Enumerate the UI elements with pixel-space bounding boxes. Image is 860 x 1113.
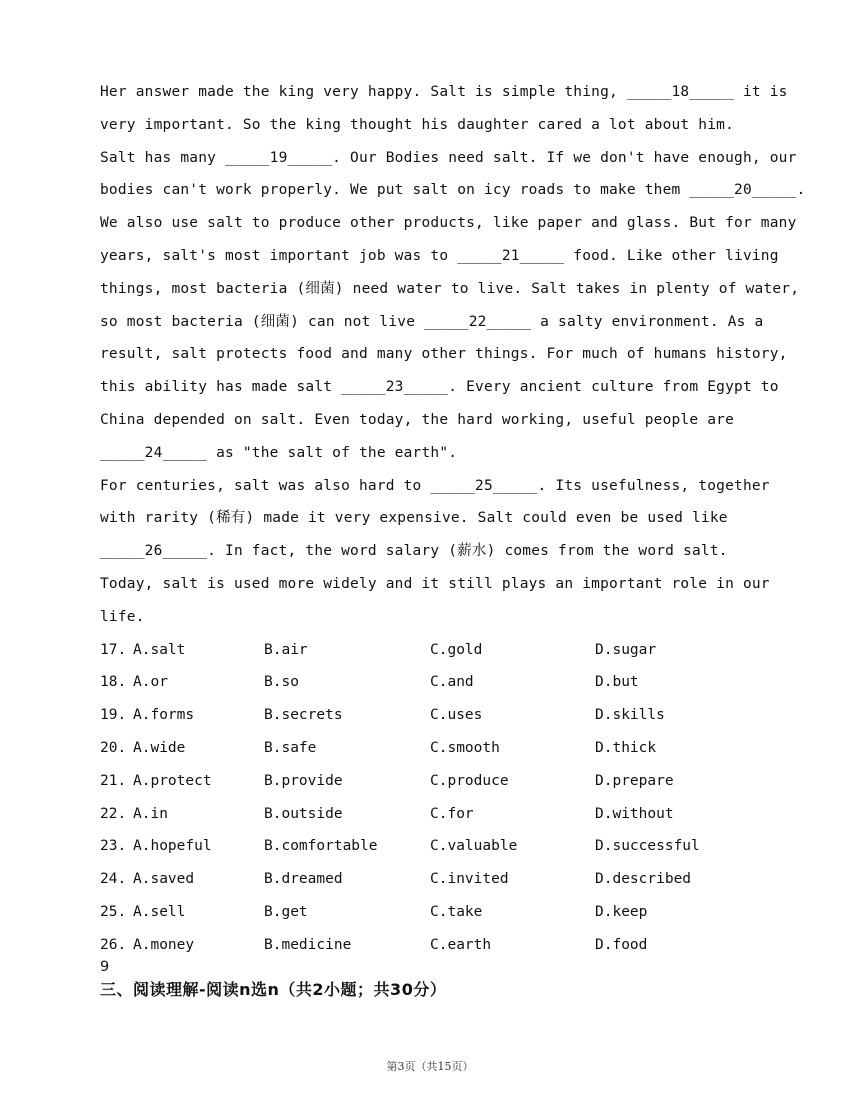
option-d: D.prepare <box>595 772 674 789</box>
question-number: 19. <box>100 707 127 724</box>
option-b: B.so <box>264 674 299 691</box>
passage-line: years, salt's most important job was to _____21_____ food. Like other living <box>100 247 779 264</box>
option-c: C.earth <box>430 936 492 953</box>
option-c: C.valuable <box>430 838 518 855</box>
question-options <box>100 634 780 962</box>
question-number: 22. <box>100 805 127 822</box>
option-b: B.medicine <box>264 936 352 953</box>
question-row <box>100 798 780 831</box>
question-number: 18. <box>100 674 127 691</box>
option-c: C.for <box>430 805 474 822</box>
page-footer: 第3页（共15页） <box>386 1060 474 1073</box>
option-d: D.but <box>595 674 639 691</box>
stray-number: 9 <box>100 959 110 975</box>
option-d: D.successful <box>595 838 700 855</box>
question-number: 20. <box>100 739 127 756</box>
option-d: D.described <box>595 871 692 888</box>
question-number: 21. <box>100 772 127 789</box>
passage-line: We also use salt to produce other products, like paper and glass. But for many <box>100 215 797 232</box>
option-b: B.secrets <box>264 707 343 724</box>
option-b: B.dreamed <box>264 871 343 888</box>
option-b: B.provide <box>264 772 343 789</box>
question-number: 25. <box>100 903 127 920</box>
question-row <box>100 765 780 798</box>
option-a: A.in <box>133 805 168 822</box>
option-a: A.hopeful <box>133 838 212 855</box>
option-a: A.forms <box>133 707 195 724</box>
passage-line: _____26_____. In fact, the word salary (薪水) comes from the word salt. <box>100 543 728 560</box>
option-d: D.without <box>595 805 674 822</box>
option-a: A.sell <box>133 903 186 920</box>
option-c: C.take <box>430 903 483 920</box>
option-c: C.uses <box>430 707 483 724</box>
passage-line: Salt has many _____19_____. Our Bodies need salt. If we don't have enough, our <box>100 149 797 166</box>
option-c: C.produce <box>430 772 509 789</box>
document-page <box>100 76 806 962</box>
passage-line: so most bacteria (细菌) can not live _____22_____ a salty environment. As a <box>100 313 764 330</box>
option-b: B.get <box>264 903 308 920</box>
option-d: D.food <box>595 936 648 953</box>
question-number: 17. <box>100 641 127 658</box>
passage-line: China depended on salt. Even today, the hard working, useful people are <box>100 411 735 428</box>
option-b: B.outside <box>264 805 343 822</box>
option-c: C.and <box>430 674 474 691</box>
passage <box>100 76 806 634</box>
passage-line: life. <box>100 608 145 625</box>
passage-line: Today, salt is used more widely and it still plays an important role in our <box>100 575 770 592</box>
passage-line: this ability has made salt _____23_____. Every ancient culture from Egypt to <box>100 379 779 396</box>
passage-line: result, salt protects food and many other things. For much of humans history, <box>100 346 788 363</box>
question-row <box>100 863 780 896</box>
question-row <box>100 666 780 699</box>
question-number: 26. <box>100 936 127 953</box>
passage-line: with rarity (稀有) made it very expensive. Salt could even be used like <box>100 510 728 527</box>
option-a: A.saved <box>133 871 195 888</box>
question-row <box>100 929 780 962</box>
option-d: D.sugar <box>595 641 657 658</box>
question-row <box>100 634 780 667</box>
option-c: C.gold <box>430 641 483 658</box>
option-a: A.wide <box>133 739 186 756</box>
question-number: 23. <box>100 838 127 855</box>
passage-line: things, most bacteria (细菌) need water to live. Salt takes in plenty of water, <box>100 280 800 297</box>
option-b: B.safe <box>264 739 317 756</box>
option-c: C.smooth <box>430 739 500 756</box>
question-number: 24. <box>100 871 127 888</box>
passage-line: _____24_____ as "the salt of the earth". <box>100 444 458 461</box>
option-b: B.comfortable <box>264 838 378 855</box>
option-d: D.thick <box>595 739 657 756</box>
passage-line: very important. So the king thought his daughter cared a lot about him. <box>100 116 735 133</box>
question-row <box>100 732 780 765</box>
question-row <box>100 830 780 863</box>
passage-line: bodies can't work properly. We put salt on icy roads to make them _____20_____. <box>100 182 806 199</box>
option-b: B.air <box>264 641 308 658</box>
section-title: 三、阅读理解-阅读n选n（共2小题；共30分） <box>100 980 447 999</box>
question-row <box>100 699 780 732</box>
option-d: D.keep <box>595 903 648 920</box>
option-c: C.invited <box>430 871 509 888</box>
option-a: A.money <box>133 936 195 953</box>
question-row <box>100 896 780 929</box>
option-a: A.salt <box>133 641 186 658</box>
option-d: D.skills <box>595 707 665 724</box>
passage-line: Her answer made the king very happy. Salt is simple thing, _____18_____ it is <box>100 84 788 100</box>
option-a: A.or <box>133 674 168 691</box>
passage-line: For centuries, salt was also hard to _____25_____. Its usefulness, together <box>100 477 770 494</box>
option-a: A.protect <box>133 772 212 789</box>
